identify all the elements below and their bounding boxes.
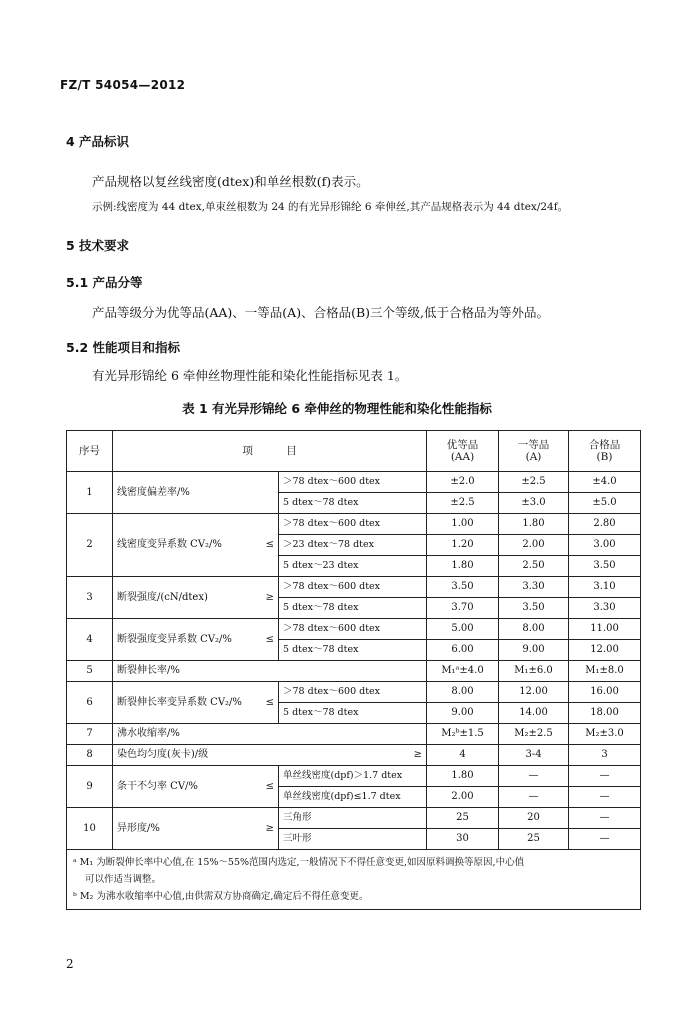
value-b: 11.00 — [569, 619, 641, 640]
sub-condition: 5 dtex～78 dtex — [279, 598, 427, 619]
sub-condition: 单丝线密度(dpf)≤1.7 dtex — [279, 787, 427, 808]
page-number: 2 — [66, 957, 74, 971]
value-b: 3.10 — [569, 577, 641, 598]
value-aa: ±2.0 — [427, 472, 499, 493]
value-a: — — [499, 766, 569, 787]
row-label: 断裂伸长率/% — [113, 661, 427, 682]
value-b: ±5.0 — [569, 493, 641, 514]
section-4-text: 产品规格以复丝线密度(dtex)和单丝根数(f)表示。 — [92, 174, 369, 189]
value-b: 16.00 — [569, 682, 641, 703]
table-row — [67, 472, 641, 493]
note-a-line-1: ᵃ M₁ 为断裂伸长率中心值,在 15%～55%范围内选定,一般情况下不得任意变更,如因原料调换等原因,中心值 — [73, 857, 525, 868]
value-a: 1.80 — [499, 514, 569, 535]
value-b: — — [569, 787, 641, 808]
table-row — [67, 682, 641, 703]
value-aa: 1.00 — [427, 514, 499, 535]
row-number: 7 — [67, 724, 113, 745]
performance-table — [66, 430, 641, 910]
sub-condition: ＞78 dtex～600 dtex — [279, 472, 427, 493]
value-a: 9.00 — [499, 640, 569, 661]
section-5-2-text: 有光异形锦纶 6 牵伸丝物理性能和染化性能指标见表 1。 — [92, 368, 408, 383]
value-b: M₂±3.0 — [569, 724, 641, 745]
row-label: 染色均匀度(灰卡)/级 ≥ — [113, 745, 427, 766]
sub-condition: 5 dtex～78 dtex — [279, 640, 427, 661]
value-a: 25 — [499, 829, 569, 850]
sub-condition: 5 dtex～78 dtex — [279, 703, 427, 724]
value-b: 3.00 — [569, 535, 641, 556]
relation-symbol: ≥ — [265, 591, 274, 603]
row-label: 异形度/% ≥ — [113, 808, 279, 850]
relation-symbol: ≥ — [265, 822, 274, 834]
value-a: ±2.5 — [499, 472, 569, 493]
table-row — [67, 745, 641, 766]
value-aa: 30 — [427, 829, 499, 850]
sub-condition: ＞23 dtex～78 dtex — [279, 535, 427, 556]
table-row — [67, 619, 641, 640]
table-notes — [67, 850, 641, 910]
row-number: 9 — [67, 766, 113, 808]
value-b: 3.50 — [569, 556, 641, 577]
table-row — [67, 808, 641, 829]
value-a: 20 — [499, 808, 569, 829]
table-row — [67, 661, 641, 682]
value-b: — — [569, 808, 641, 829]
value-a: 12.00 — [499, 682, 569, 703]
table-row — [67, 724, 641, 745]
sub-condition: ＞78 dtex～600 dtex — [279, 682, 427, 703]
value-aa: M₂ᵇ±1.5 — [427, 724, 499, 745]
section-4-heading: 4 产品标识 — [66, 134, 130, 149]
value-aa: 25 — [427, 808, 499, 829]
row-number: 1 — [67, 472, 113, 514]
value-aa: M₁ᵃ±4.0 — [427, 661, 499, 682]
value-a: 3.50 — [499, 598, 569, 619]
value-aa: 8.00 — [427, 682, 499, 703]
note-a-line-2: 可以作适当调整。 — [85, 874, 162, 885]
sub-condition: 单丝线密度(dpf)＞1.7 dtex — [279, 766, 427, 787]
header-item: 项 目 — [113, 431, 427, 472]
header-aa: 优等品 (AA) — [427, 431, 499, 472]
value-b: — — [569, 766, 641, 787]
value-b: 3.30 — [569, 598, 641, 619]
relation-symbol: ≤ — [265, 696, 274, 708]
value-a: ±3.0 — [499, 493, 569, 514]
table-row — [67, 514, 641, 535]
value-aa: 3.70 — [427, 598, 499, 619]
row-label: 条干不匀率 CV/% ≤ — [113, 766, 279, 808]
table-row — [67, 766, 641, 787]
relation-symbol: ≥ — [413, 749, 423, 760]
relation-symbol: ≤ — [265, 539, 274, 550]
sub-condition: ＞78 dtex～600 dtex — [279, 619, 427, 640]
sub-condition: ＞78 dtex～600 dtex — [279, 514, 427, 535]
value-b: ±4.0 — [569, 472, 641, 493]
value-a: M₁±6.0 — [499, 661, 569, 682]
value-b: 12.00 — [569, 640, 641, 661]
value-b: M₁±8.0 — [569, 661, 641, 682]
value-aa: 1.80 — [427, 766, 499, 787]
value-aa: ±2.5 — [427, 493, 499, 514]
row-number: 3 — [67, 577, 113, 619]
row-label: 沸水收缩率/% — [113, 724, 427, 745]
header-b: 合格品 (B) — [569, 431, 641, 472]
value-aa: 9.00 — [427, 703, 499, 724]
section-5-heading: 5 技术要求 — [66, 238, 130, 253]
row-number: 4 — [67, 619, 113, 661]
value-b: 18.00 — [569, 703, 641, 724]
sub-condition: 三角形 — [279, 808, 427, 829]
sub-condition: 5 dtex～78 dtex — [279, 493, 427, 514]
value-aa: 6.00 — [427, 640, 499, 661]
sub-condition: 5 dtex～23 dtex — [279, 556, 427, 577]
row-label: 断裂强度变异系数 CV₂/% ≤ — [113, 619, 279, 661]
value-aa: 1.20 — [427, 535, 499, 556]
table-row — [67, 577, 641, 598]
value-aa: 3.50 — [427, 577, 499, 598]
value-b: 2.80 — [569, 514, 641, 535]
row-label: 线密度变异系数 CV₂/% ≤ — [113, 514, 279, 577]
value-a: M₂±2.5 — [499, 724, 569, 745]
value-a: — — [499, 787, 569, 808]
table-caption: 表 1 有光异形锦纶 6 牵伸丝的物理性能和染化性能指标 — [182, 401, 492, 416]
value-a: 8.00 — [499, 619, 569, 640]
sub-condition: ＞78 dtex～600 dtex — [279, 577, 427, 598]
section-5-1-heading: 5.1 产品分等 — [66, 275, 143, 290]
value-b: — — [569, 829, 641, 850]
relation-symbol: ≤ — [265, 780, 274, 792]
row-number: 10 — [67, 808, 113, 850]
section-5-1-text: 产品等级分为优等品(AA)、一等品(A)、合格品(B)三个等级,低于合格品为等外品。 — [92, 305, 550, 320]
value-a: 14.00 — [499, 703, 569, 724]
note-b: ᵇ M₂ 为沸水收缩率中心值,由供需双方协商确定,确定后不得任意变更。 — [73, 891, 369, 902]
header-a: 一等品 (A) — [499, 431, 569, 472]
value-aa: 1.80 — [427, 556, 499, 577]
row-number: 5 — [67, 661, 113, 682]
standard-code: FZ/T 54054—2012 — [60, 78, 186, 92]
row-number: 6 — [67, 682, 113, 724]
section-5-2-heading: 5.2 性能项目和指标 — [66, 340, 180, 355]
row-label: 断裂伸长率变异系数 CV₂/% ≤ — [113, 682, 279, 724]
section-4-example: 示例:线密度为 44 dtex,单束丝根数为 24 的有光异形锦纶 6 牵伸丝,其产品规格表示为 44 dtex/24f。 — [92, 201, 569, 213]
row-number: 2 — [67, 514, 113, 577]
value-a: 2.00 — [499, 535, 569, 556]
value-b: 3 — [569, 745, 641, 766]
row-number: 8 — [67, 745, 113, 766]
row-label: 线密度偏差率/% — [113, 472, 279, 514]
row-label: 断裂强度/(cN/dtex) ≥ — [113, 577, 279, 619]
value-aa: 2.00 — [427, 787, 499, 808]
value-a: 3-4 — [499, 745, 569, 766]
table-header-row — [67, 431, 641, 472]
value-a: 3.30 — [499, 577, 569, 598]
relation-symbol: ≤ — [265, 633, 274, 645]
table-notes-row — [67, 850, 641, 910]
header-seq: 序号 — [67, 431, 113, 472]
sub-condition: 三叶形 — [279, 829, 427, 850]
value-a: 2.50 — [499, 556, 569, 577]
value-aa: 5.00 — [427, 619, 499, 640]
value-aa: 4 — [427, 745, 499, 766]
